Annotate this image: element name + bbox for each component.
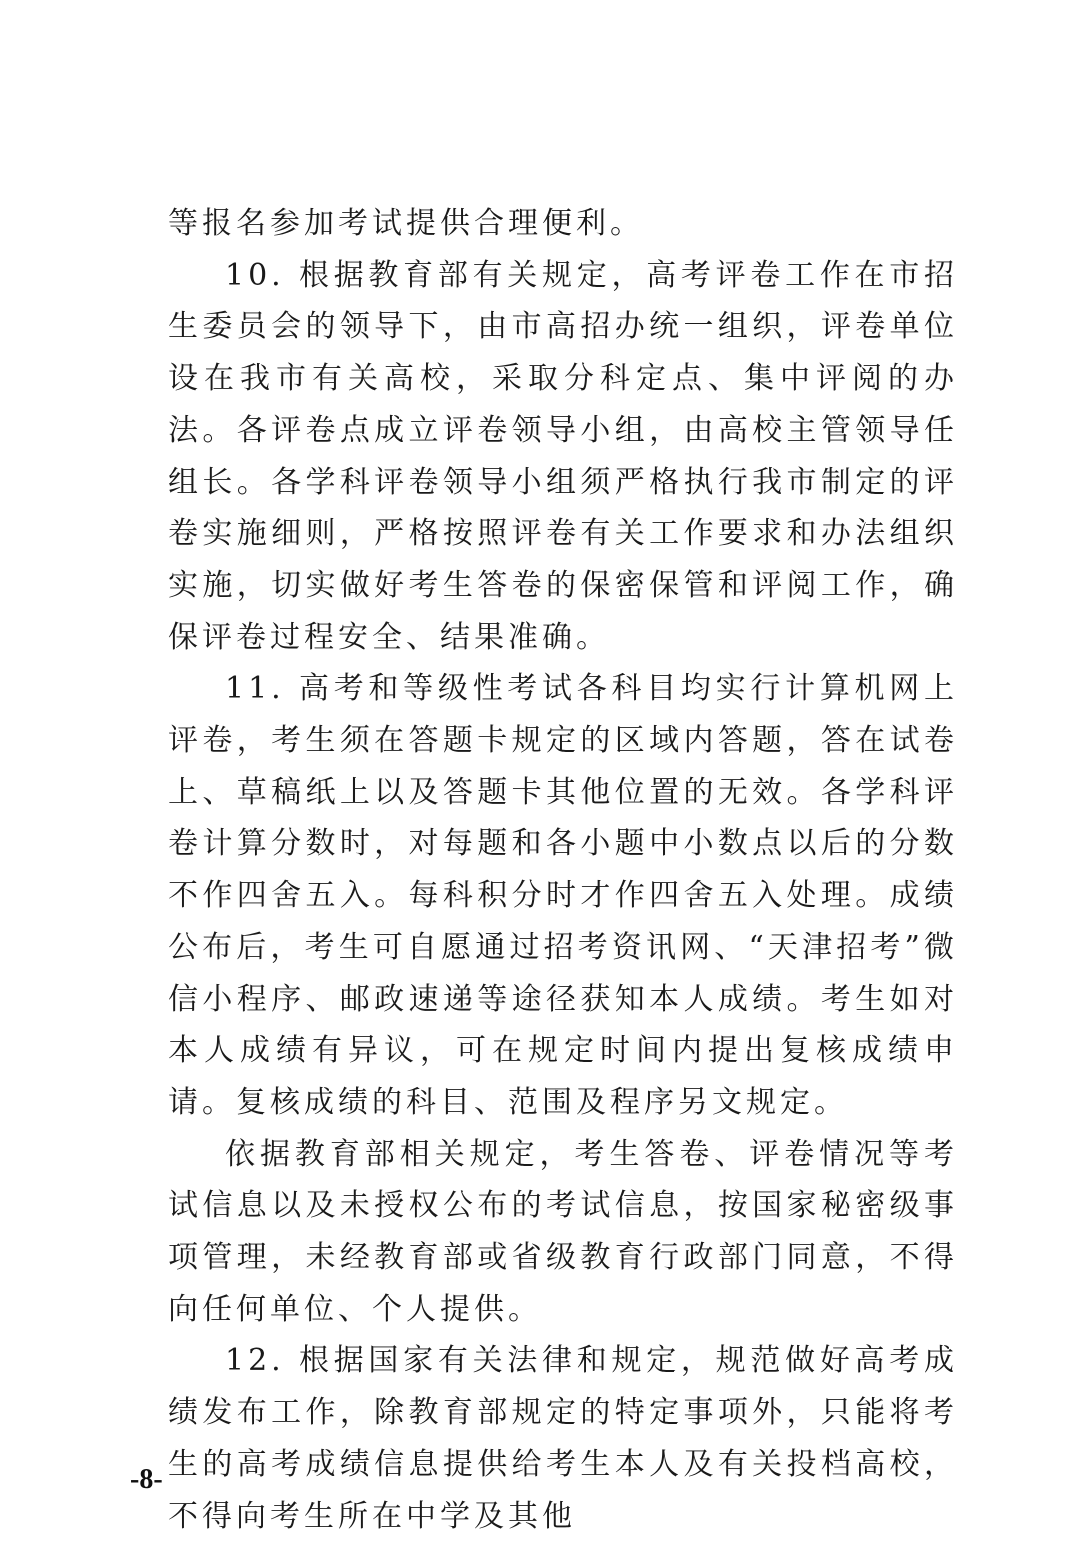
paragraph-confidentiality: 依据教育部相关规定，考生答卷、评卷情况等考试信息以及未授权公布的考试信息，按国家秘密级事项管理，未经教育部或省级教育行政部门同意，不得向任何单位、个人提供。 [168,1136,958,1327]
paragraph-item-12: 12. 根据国家有关法律和规定，规范做好高考成绩发布工作，除教育部规定的特定事项外，只能将考生的高考成绩信息提供给考生本人及有关投档高校，不得向考生所在中学及其他 [168,1343,958,1534]
page-number: -8- [130,1464,163,1495]
paragraph-item-10: 10. 根据教育部有关规定，高考评卷工作在市招生委员会的领导下，由市高招办统一组织，评卷单位设在我市有关高校，采取分科定点、集中评阅的办法。各评卷点成立评卷领导小组，由高校主管领导任组长。各学科评卷领导小组须严格执行我市制定的评卷实施细则，严格按照评卷有关工作要求和办法组织实施，切实做好考生答卷的保密保管和评阅工作，确保评卷过程安全、结果准确。 [168,257,958,655]
document-body [168,198,958,1542]
paragraph-continuation: 等报名参加考试提供合理便利。 [168,206,644,241]
paragraph-item-11: 11. 高考和等级性考试各科目均实行计算机网上评卷，考生须在答题卡规定的区域内答题，答在试卷上、草稿纸上以及答题卡其他位置的无效。各学科评卷计算分数时，对每题和各小题中小数点以后的分数不作四舍五入。每科积分时才作四舍五入处理。成绩公布后，考生可自愿通过招考资讯网、“天津招考”微信小程序、邮政速递等途径获知本人成绩。考生如对本人成绩有异议，可在规定时间内提出复核成绩申请。复核成绩的科目、范围及程序另文规定。 [168,671,958,1120]
